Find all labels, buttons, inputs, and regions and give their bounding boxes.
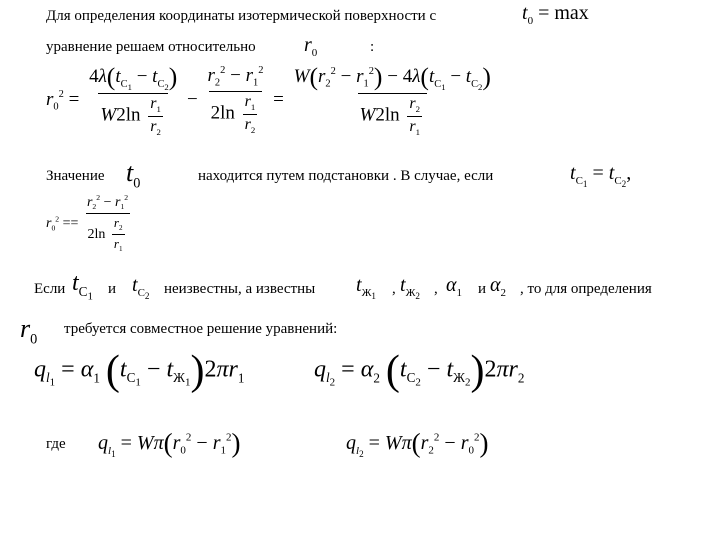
formula-t0-max: $t_0 = \max$ bbox=[522, 2, 589, 27]
text-naxoditsya: находится путем подстановки . В случае, если bbox=[198, 168, 494, 184]
text-trebuetsya: требуется совместное решение уравнений: bbox=[64, 321, 338, 337]
text-znachenie: Значение bbox=[46, 168, 105, 184]
formula-r0-squared: $r_0^2$ = $4\lambda(t_{C_1} - t_{C_2})$ W2ln $\frac{r_1}{r_2}$ − $r_2^2 - r_1^2$ 2ln $\frac{r_1}{r_2}$ = $W(r_2^2 - r_1^2) - 4\lambda(t_{C_1} - t_{C_2})$ W2ln $\frac{r_2}{r_1}$ bbox=[46, 62, 491, 138]
text-line-1: Для определения координаты изотермической поверхности с bbox=[46, 8, 437, 24]
text-i-2: и bbox=[478, 281, 487, 297]
text-esli: Если bbox=[34, 281, 66, 297]
formula-t0: $t_0$ bbox=[126, 158, 141, 192]
formula-r0-squared-small: $r_0^2$ == $r_2^2 - r_1^2$ 2ln $\frac{r_2}{r_1}$ bbox=[46, 193, 129, 254]
formula-ql1-W: $q_{l_1} = W\pi(r_0^2 - r_1^2)$ bbox=[98, 428, 241, 459]
formula-tzh1: $t_{Ж_1}$ bbox=[356, 274, 376, 302]
formula-alpha2: $\alpha_2$ bbox=[490, 274, 506, 299]
formula-ql2-W: $q_{l_2} = W\pi(r_2^2 - r_0^2)$ bbox=[346, 428, 489, 459]
formula-r0-inline: $r_0$ bbox=[304, 34, 318, 59]
text-neizvestny: неизвестны, а известны bbox=[164, 281, 316, 297]
formula-ql2: $q_{l_2} = \alpha_2$ $(t_{C_2} - t_{Ж_2})2\pi r_2$ bbox=[314, 348, 525, 394]
comma-2: , bbox=[434, 281, 438, 297]
formula-tc1: $t_{C_1}$ bbox=[72, 270, 93, 303]
comma-1: , bbox=[392, 281, 396, 297]
formula-alpha1: $\alpha_1$ bbox=[446, 274, 462, 299]
text-to-dlya: , то для определения bbox=[520, 281, 652, 297]
colon: : bbox=[370, 39, 375, 55]
formula-r0: $r_0$ bbox=[20, 314, 38, 348]
text-i-1: и bbox=[108, 281, 117, 297]
formula-ql1: $q_{l_1} = \alpha_1$ $(t_{C_1} - t_{Ж_1})2\pi r_1$ bbox=[34, 348, 245, 394]
formula-tc1-eq-tc2: $t_{C_1} = t_{C_2}$, bbox=[570, 162, 632, 190]
text-gde: где bbox=[46, 436, 66, 452]
formula-tc2: $t_{C_2}$ bbox=[132, 274, 150, 302]
text-line-2: уравнение решаем относительно bbox=[46, 39, 256, 55]
formula-tzh2: $t_{Ж_2}$ bbox=[400, 274, 420, 302]
